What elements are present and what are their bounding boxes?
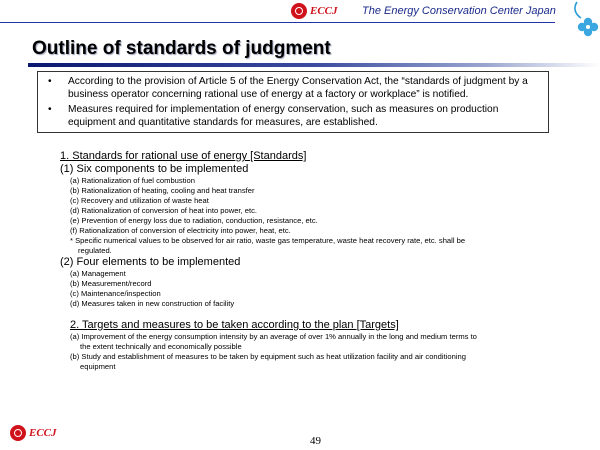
eccj-logo [291, 2, 338, 20]
eccj-logo-icon [10, 425, 26, 441]
list-item [60, 332, 570, 352]
section-1-heading: 1. Standards for rational use of energy [Standards] [60, 150, 307, 162]
note-line: regulated. [78, 246, 112, 255]
list-item-line: the extent technically and economically possible [80, 342, 242, 351]
list-item: (d) Measures taken in new construction of facility [70, 299, 235, 308]
list-item-line: equipment [80, 362, 116, 371]
summary-box [37, 71, 549, 133]
list-item-line: (b) Study and establishment of measures to be taken by equipment such as heat utilization facility and air conditioning [70, 352, 466, 361]
list-item: (a) Management [70, 269, 126, 278]
list-item: (e) Prevention of energy loss due to radiation, conduction, resistance, etc. [70, 216, 318, 225]
summary-bullet: • According to the provision of Article 5 of the Energy Conservation Act, the “standards of judgment by a business operator concerning rational use of energy at a factory or workplace” is notified. [46, 75, 542, 101]
organization-name: The Energy Conservation Center Japan [362, 5, 556, 17]
list-item: (c) Maintenance/inspection [70, 289, 161, 298]
page-number: 49 [310, 435, 321, 447]
note-line: * Specific numerical values to be observed for air ratio, waste gas temperature, waste heat recovery rate, etc. shall be [70, 236, 466, 245]
subsection-2-heading: (2) Four elements to be implemented [60, 256, 241, 268]
footer-logo [10, 425, 57, 441]
list-item: (b) Rationalization of heating, cooling and heat transfer [70, 186, 255, 195]
eccj-logo-icon [291, 3, 307, 19]
note [60, 236, 570, 256]
list-item: (a) Rationalization of fuel combustion [70, 176, 195, 185]
logo-text: ECCJ [310, 5, 338, 17]
section-2-heading: 2. Targets and measures to be taken according to the plan [Targets] [70, 319, 399, 331]
header-rule [0, 22, 555, 23]
list-item: (c) Recovery and utilization of waste heat [70, 196, 209, 205]
main-content [60, 150, 570, 372]
summary-bullet: • Measures required for implementation of energy conservation, such as measures on production equipment and quantitative standards for measures, are established. [46, 103, 542, 129]
list-item: (f) Rationalization of conversion of electricity into power, heat, etc. [70, 226, 291, 235]
footer-logo-text: ECCJ [29, 427, 57, 439]
list-item-line: (a) Improvement of the energy consumption intensity by an average of over 1% annually in the long and medium terms to [70, 332, 477, 341]
list-item [60, 352, 570, 372]
list-item: (b) Measurement/record [70, 279, 152, 288]
page-title: Outline of standards of judgment [32, 38, 331, 59]
subsection-1-heading: (1) Six components to be implemented [60, 163, 249, 175]
clover-icon [567, 0, 600, 40]
list-item: (d) Rationalization of conversion of heat into power, etc. [70, 206, 257, 215]
title-underline-bar [28, 63, 600, 67]
